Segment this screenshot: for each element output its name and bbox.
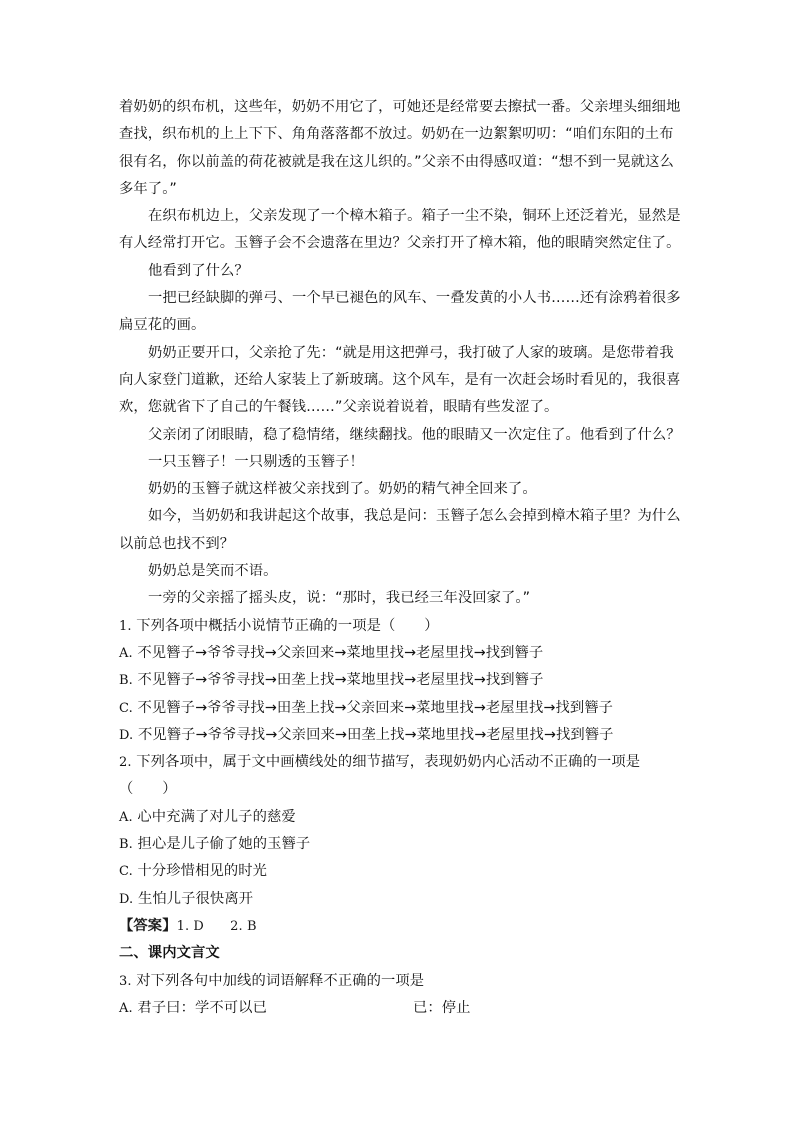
- question-2-option-c: [119, 858, 679, 885]
- question-text: 对下列各句中加线的词语解释不正确的一项是: [136, 972, 425, 989]
- answer-tag: 【答案】: [119, 917, 177, 934]
- option-gloss: 已：停止: [412, 999, 471, 1016]
- option-key: D.: [119, 727, 134, 743]
- option-key: A.: [119, 809, 133, 825]
- text-line: 一把已经缺脚的弹弓、一个早已褪色的风车、一叠发黄的小人书……还有涂鸦着很多: [148, 290, 681, 307]
- option-key: A.: [119, 645, 133, 661]
- question-1-option-b: [119, 667, 679, 694]
- question-2-stem-bracket: （ ）: [119, 781, 177, 798]
- text-line: 欢，您就省下了自己的午餐钱……”父亲说着说着，眼睛有些发涩了。: [119, 399, 559, 416]
- option-key: B.: [119, 837, 133, 853]
- text-line: 父亲闭了闭眼睛，稳了稳情绪，继续翻找。他的眼睛又一次定住了。他看到了什么？: [148, 426, 681, 443]
- text-line: 以前总也找不到？: [119, 535, 235, 552]
- text-line: 着奶奶的织布机，这些年，奶奶不用它了，可她还是经常要去擦拭一番。父亲埋头细细地: [119, 99, 681, 115]
- option-text: 十分珍惜相见的时光: [137, 863, 268, 880]
- text-line: 有人经常打开它。玉簪子会不会遗落在里边？父亲打开了樟木箱，他的眼睛突然定住了。: [119, 235, 681, 252]
- option-text: 君子曰：学不可以已: [137, 999, 267, 1016]
- question-number: 2.: [119, 755, 132, 771]
- text-line: 奶奶总是笑而不语。: [148, 563, 278, 580]
- text-line: 向人家登门道歉，还给人家装上了新玻璃。这个风车，是有一次赶会场时看见的，我很喜: [119, 371, 681, 388]
- option-key: A.: [119, 1000, 133, 1016]
- question-1-stem: [119, 613, 679, 640]
- question-1-option-c: [119, 695, 679, 722]
- section-heading: 二、课内文言文: [119, 945, 220, 962]
- text-line: 扁豆花的画。: [119, 317, 206, 334]
- option-text: 不见簪子→爷爷寻找→父亲回来→田垄上找→菜地里找→老屋里找→找到簪子: [137, 726, 614, 743]
- option-text: 心中充满了对儿子的慈爱: [137, 808, 296, 825]
- question-2-stem: [119, 749, 679, 776]
- text-line: 很有名，你以前盖的荷花被就是我在这儿织的。”父亲不由得感叹道：“想不到一晃就这么: [119, 153, 674, 170]
- option-key: C.: [119, 700, 133, 716]
- option-key: B.: [119, 673, 133, 689]
- text-line: 一旁的父亲摇了摇头皮，说：“那时，我已经三年没回家了。”: [148, 590, 531, 607]
- text-line: 在织布机边上，父亲发现了一个樟木箱子。箱子一尘不染，铜环上还泛着光，显然是: [148, 208, 681, 225]
- text-line: 奶奶正要开口，父亲抢了先：“就是用这把弹弓，我打破了人家的玻璃。是您带着我: [148, 344, 674, 361]
- question-2-option-d: [119, 886, 679, 913]
- question-1-option-a: [119, 640, 679, 667]
- option-text: 不见簪子→爷爷寻找→田垄上找→菜地里找→老屋里找→找到簪子: [137, 672, 544, 689]
- question-2-option-b: [119, 831, 679, 858]
- question-number: 3.: [119, 973, 132, 989]
- answer-text: 1. D 2. B: [176, 918, 257, 934]
- answer-line: [119, 913, 679, 940]
- text-line: 查找，织布机的上上下下、角角落落都不放过。奶奶在一边絮絮叨叨：“咱们东阳的土布: [119, 126, 674, 143]
- option-key: C.: [119, 864, 133, 880]
- text-line: 奶奶的玉簪子就这样被父亲找到了。奶奶的精气神全回来了。: [148, 481, 537, 498]
- option-text: 不见簪子→爷爷寻找→田垄上找→父亲回来→菜地里找→老屋里找→找到簪子: [137, 699, 614, 716]
- text-line: 多年了。”: [119, 180, 177, 197]
- option-text: 生怕儿子很快离开: [137, 890, 254, 907]
- question-2-option-a: [119, 804, 679, 831]
- question-number: 1.: [119, 618, 132, 634]
- question-1-option-d: [119, 722, 679, 749]
- question-text: 下列各项中，属于文中画横线处的细节描写，表现奶奶内心活动不正确的一项是: [136, 754, 641, 771]
- question-3-option-a: [119, 995, 679, 1022]
- text-line: 他看到了什么？: [148, 262, 249, 279]
- question-text: 下列各项中概括小说情节正确的一项是（ ）: [136, 617, 439, 634]
- question-3-stem: [119, 968, 679, 995]
- text-line: 如今，当奶奶和我讲起这个故事，我总是问：玉簪子怎么会掉到樟木箱子里？为什么: [148, 508, 681, 525]
- option-text: 不见簪子→爷爷寻找→父亲回来→菜地里找→老屋里找→找到簪子: [137, 644, 544, 661]
- text-line: 一只玉簪子！一只剔透的玉簪子！: [148, 453, 364, 470]
- option-key: D.: [119, 891, 134, 907]
- option-text: 担心是儿子偷了她的玉簪子: [137, 836, 311, 853]
- document-page: [119, 94, 679, 1022]
